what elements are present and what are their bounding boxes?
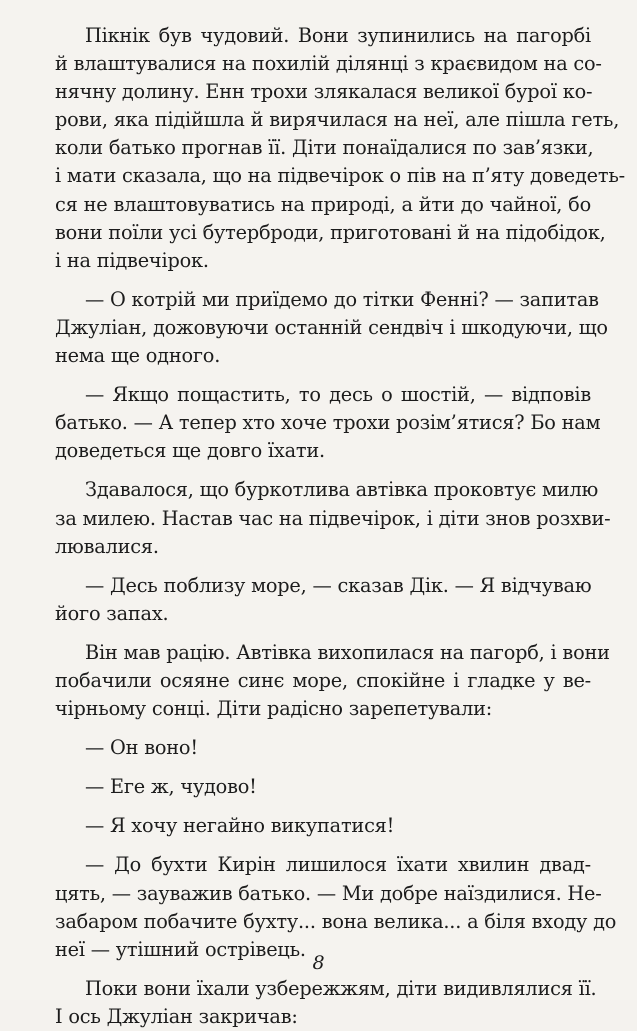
text-line: доведеться ще довго їхати.: [55, 439, 325, 463]
paragraph: [55, 975, 597, 1031]
text-line: — До бухти Кирін лишилося їхати хвилин двад-: [85, 853, 591, 877]
text-line: І ось Джуліан закричав:: [55, 1004, 298, 1028]
text-line: — Еге ж, чудово!: [85, 775, 257, 799]
paragraph: [55, 734, 591, 762]
text-line: — Я хочу негайно викупатися!: [85, 814, 395, 838]
text-line: побачили осяяне синє море, спокійне і гладке у ве-: [55, 668, 591, 692]
page-number: 8: [312, 952, 325, 974]
text-line: і мати сказала, що на підвечірок о пів на п’яту доведеть-: [55, 164, 625, 188]
paragraph: [55, 476, 611, 560]
text-line: лювалися.: [55, 534, 159, 558]
text-line: Пікнік був чудовий. Вони зупинились на пагорбі: [85, 24, 591, 47]
text-line: нячну долину. Енн трохи злякалася великої бурої ко-: [55, 80, 593, 104]
text-line: ся не влаштовуватись на природі, а йти до чайної, бо: [55, 192, 591, 216]
text-line: — Десь поблизу море, — сказав Дік. — Я відчуваю: [85, 573, 592, 597]
paragraph: [55, 572, 591, 628]
text-line: Джуліан, дожовуючи останній сендвіч і шкодуючи, що: [55, 315, 608, 339]
text-line: за милею. Настав час на підвечірок, і діти знов розхви-: [55, 506, 611, 530]
paragraph: [55, 286, 608, 370]
text-line: — Он воно!: [85, 736, 198, 760]
text-line: Здавалося, що буркотлива автівка проковтує милю: [85, 478, 599, 502]
text-line: рови, яка підійшла й вирячилася на неї, але пішла геть,: [55, 108, 620, 132]
text-line: нема ще одного.: [55, 344, 221, 368]
paragraph: [55, 851, 617, 963]
text-line: Поки вони їхали узбережжям, діти видивлялися її.: [85, 976, 597, 1000]
text-line: його запах.: [55, 601, 169, 625]
text-line: і на підвечірок.: [55, 248, 209, 272]
text-line: — О котрій ми приїдемо до тітки Фенні? — запитав: [85, 287, 599, 311]
paragraph: [55, 381, 601, 465]
text-line: чірньому сонці. Діти радісно зарепетували:: [55, 697, 493, 721]
text-line: коли батько прогнав її. Діти понаїдалися по зав’язки,: [55, 136, 594, 160]
text-line: Він мав рацію. Автівка вихопилася на пагорб, і вони: [85, 640, 610, 664]
text-line: забаром побачите бухту... вона велика... а біля входу до: [55, 909, 617, 933]
text-line: неї — утішний острівець.: [55, 937, 306, 961]
text-line: батько. — А тепер хто хоче трохи розім’ятися? Бо нам: [55, 411, 601, 435]
body-text: [55, 22, 625, 1031]
paragraph: [55, 773, 591, 801]
text-line: вони поїли усі бутерброди, приготовані й на підобідок,: [55, 220, 606, 244]
text-line: — Якщо пощастить, то десь о шостій, — відповів: [85, 383, 591, 407]
paragraph: [55, 22, 625, 275]
text-line: цять, — зауважив батько. — Ми добре наїздилися. Не-: [55, 881, 602, 905]
text-line: й влаштувалися на похилій ділянці з краєвидом на со-: [55, 52, 602, 76]
paragraph: [55, 639, 610, 723]
paragraph: [55, 812, 591, 840]
